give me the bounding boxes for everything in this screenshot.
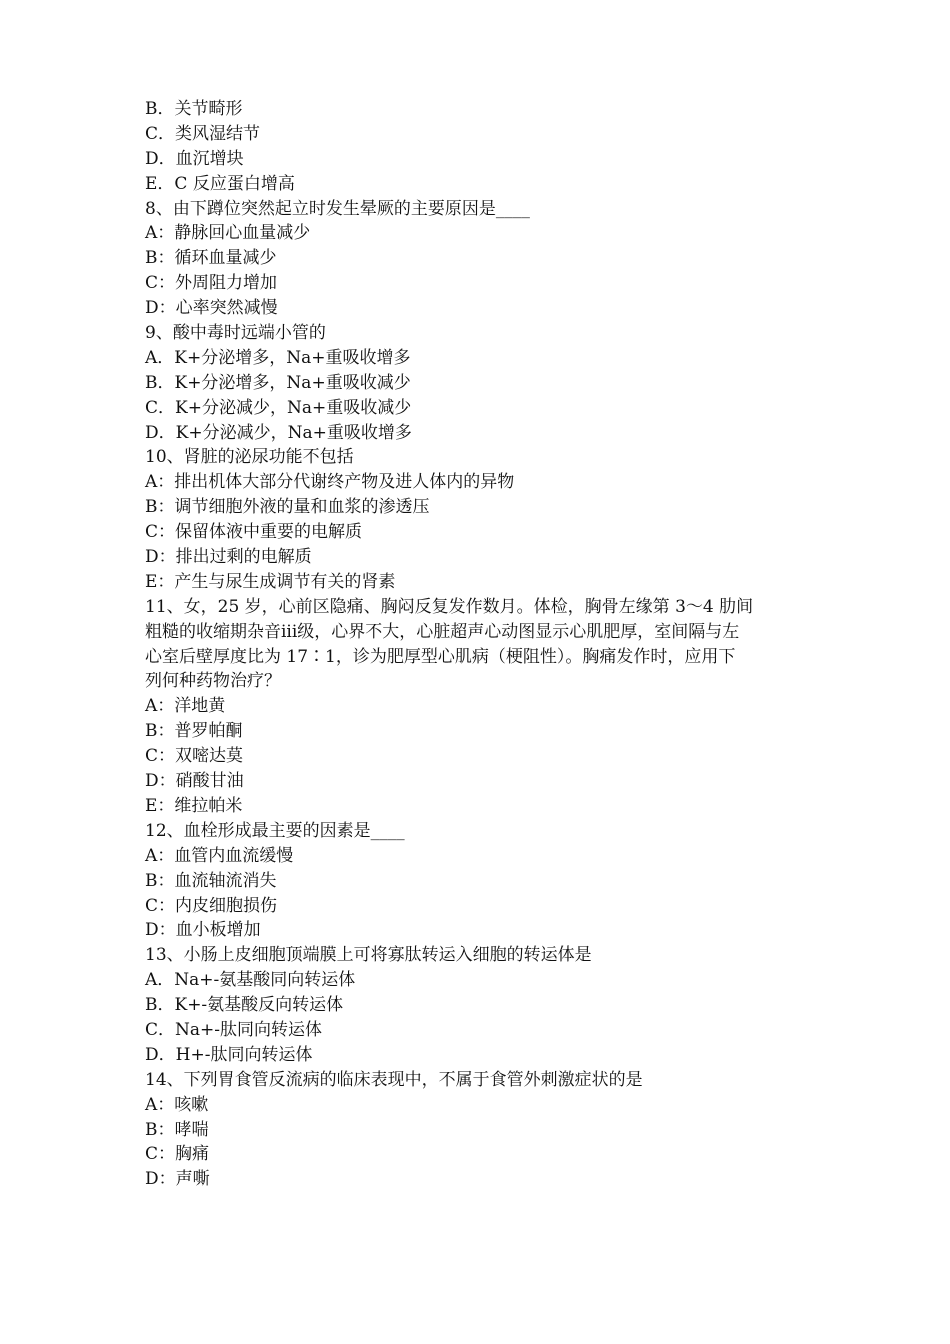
question-10: 10、肾脏的泌尿功能不包括 [145,447,354,468]
question-12: 12、血栓形成最主要的因素是____ [145,820,405,841]
question-13: 13、小肠上皮细胞顶端膜上可将寡肽转运入细胞的转运体是 [145,945,592,966]
text-line: B：哮喘 [145,1119,209,1140]
question-11-line: 列何种药物治疗？ [145,671,281,692]
question-9: 9、酸中毒时远端小管的 [145,323,326,344]
text-line: B：调节细胞外液的量和血浆的渗透压 [145,497,430,518]
text-line: A：血管内血流缓慢 [145,845,294,866]
text-line: A：静脉回心血量减少 [145,223,311,244]
text-line: A：排出机体大部分代谢终产物及进人体内的异物 [145,472,515,493]
question-11-line: 11、女，25 岁，心前区隐痛、胸闷反复发作数月。体检，胸骨左缘第 3～4 肋间 [145,596,754,617]
text-line: C：内皮细胞损伤 [145,895,278,916]
section-before [145,97,810,595]
section-after [145,694,810,1192]
text-line: D：排出过剩的电解质 [145,547,312,568]
text-line: D．血沉增块 [145,148,244,169]
question-14: 14、下列胃食管反流病的临床表现中，不属于食管外刺激症状的是 [145,1069,643,1090]
text-line: A．Na+-氨基酸同向转运体 [145,970,356,991]
text-line: E：维拉帕米 [145,795,243,816]
question-11-line: 心室后壁厚度比为 17∶1，诊为肥厚型心肌病（梗阻性）。胸痛发作时，应用下 [145,646,736,667]
question-8: 8、由下蹲位突然起立时发生晕厥的主要原因是____ [145,198,530,219]
text-line: E．C 反应蛋白增高 [145,173,295,194]
text-line: D：声嘶 [145,1169,210,1190]
text-line: B．K+-氨基酸反向转运体 [145,995,344,1016]
text-line: A：洋地黄 [145,696,226,717]
text-line: B：血流轴流消失 [145,870,277,891]
text-line: D：血小板增加 [145,920,261,941]
text-line: D：硝酸甘油 [145,771,244,792]
text-line: C．K+分泌减少，Na+重吸收减少 [145,397,412,418]
document-page [145,97,810,1192]
text-line: D：心率突然减慢 [145,298,278,319]
text-line: A．K+分泌增多，Na+重吸收增多 [145,347,411,368]
text-line: B：普罗帕酮 [145,721,243,742]
text-line: B．K+分泌增多，Na+重吸收减少 [145,372,411,393]
text-line: C：胸痛 [145,1144,210,1165]
text-line: C：外周阻力增加 [145,273,278,294]
question-11-line: 粗糙的收缩期杂音iii级，心界不大，心脏超声心动图显示心肌肥厚，室间隔与左 [145,621,740,642]
question-11 [145,595,810,695]
text-line: E：产生与尿生成调节有关的肾素 [145,571,396,592]
text-line: B：循环血量减少 [145,248,277,269]
text-line: B．关节畸形 [145,99,243,119]
text-line: C：保留体液中重要的电解质 [145,522,363,543]
text-line: A：咳嗽 [145,1094,209,1115]
text-line: C．类风湿结节 [145,123,261,144]
text-line: D．H+-肽同向转运体 [145,1044,313,1065]
text-line: C．Na+-肽同向转运体 [145,1019,323,1040]
text-line: C：双嘧达莫 [145,746,244,767]
text-line: D．K+分泌减少，Na+重吸收增多 [145,422,412,443]
